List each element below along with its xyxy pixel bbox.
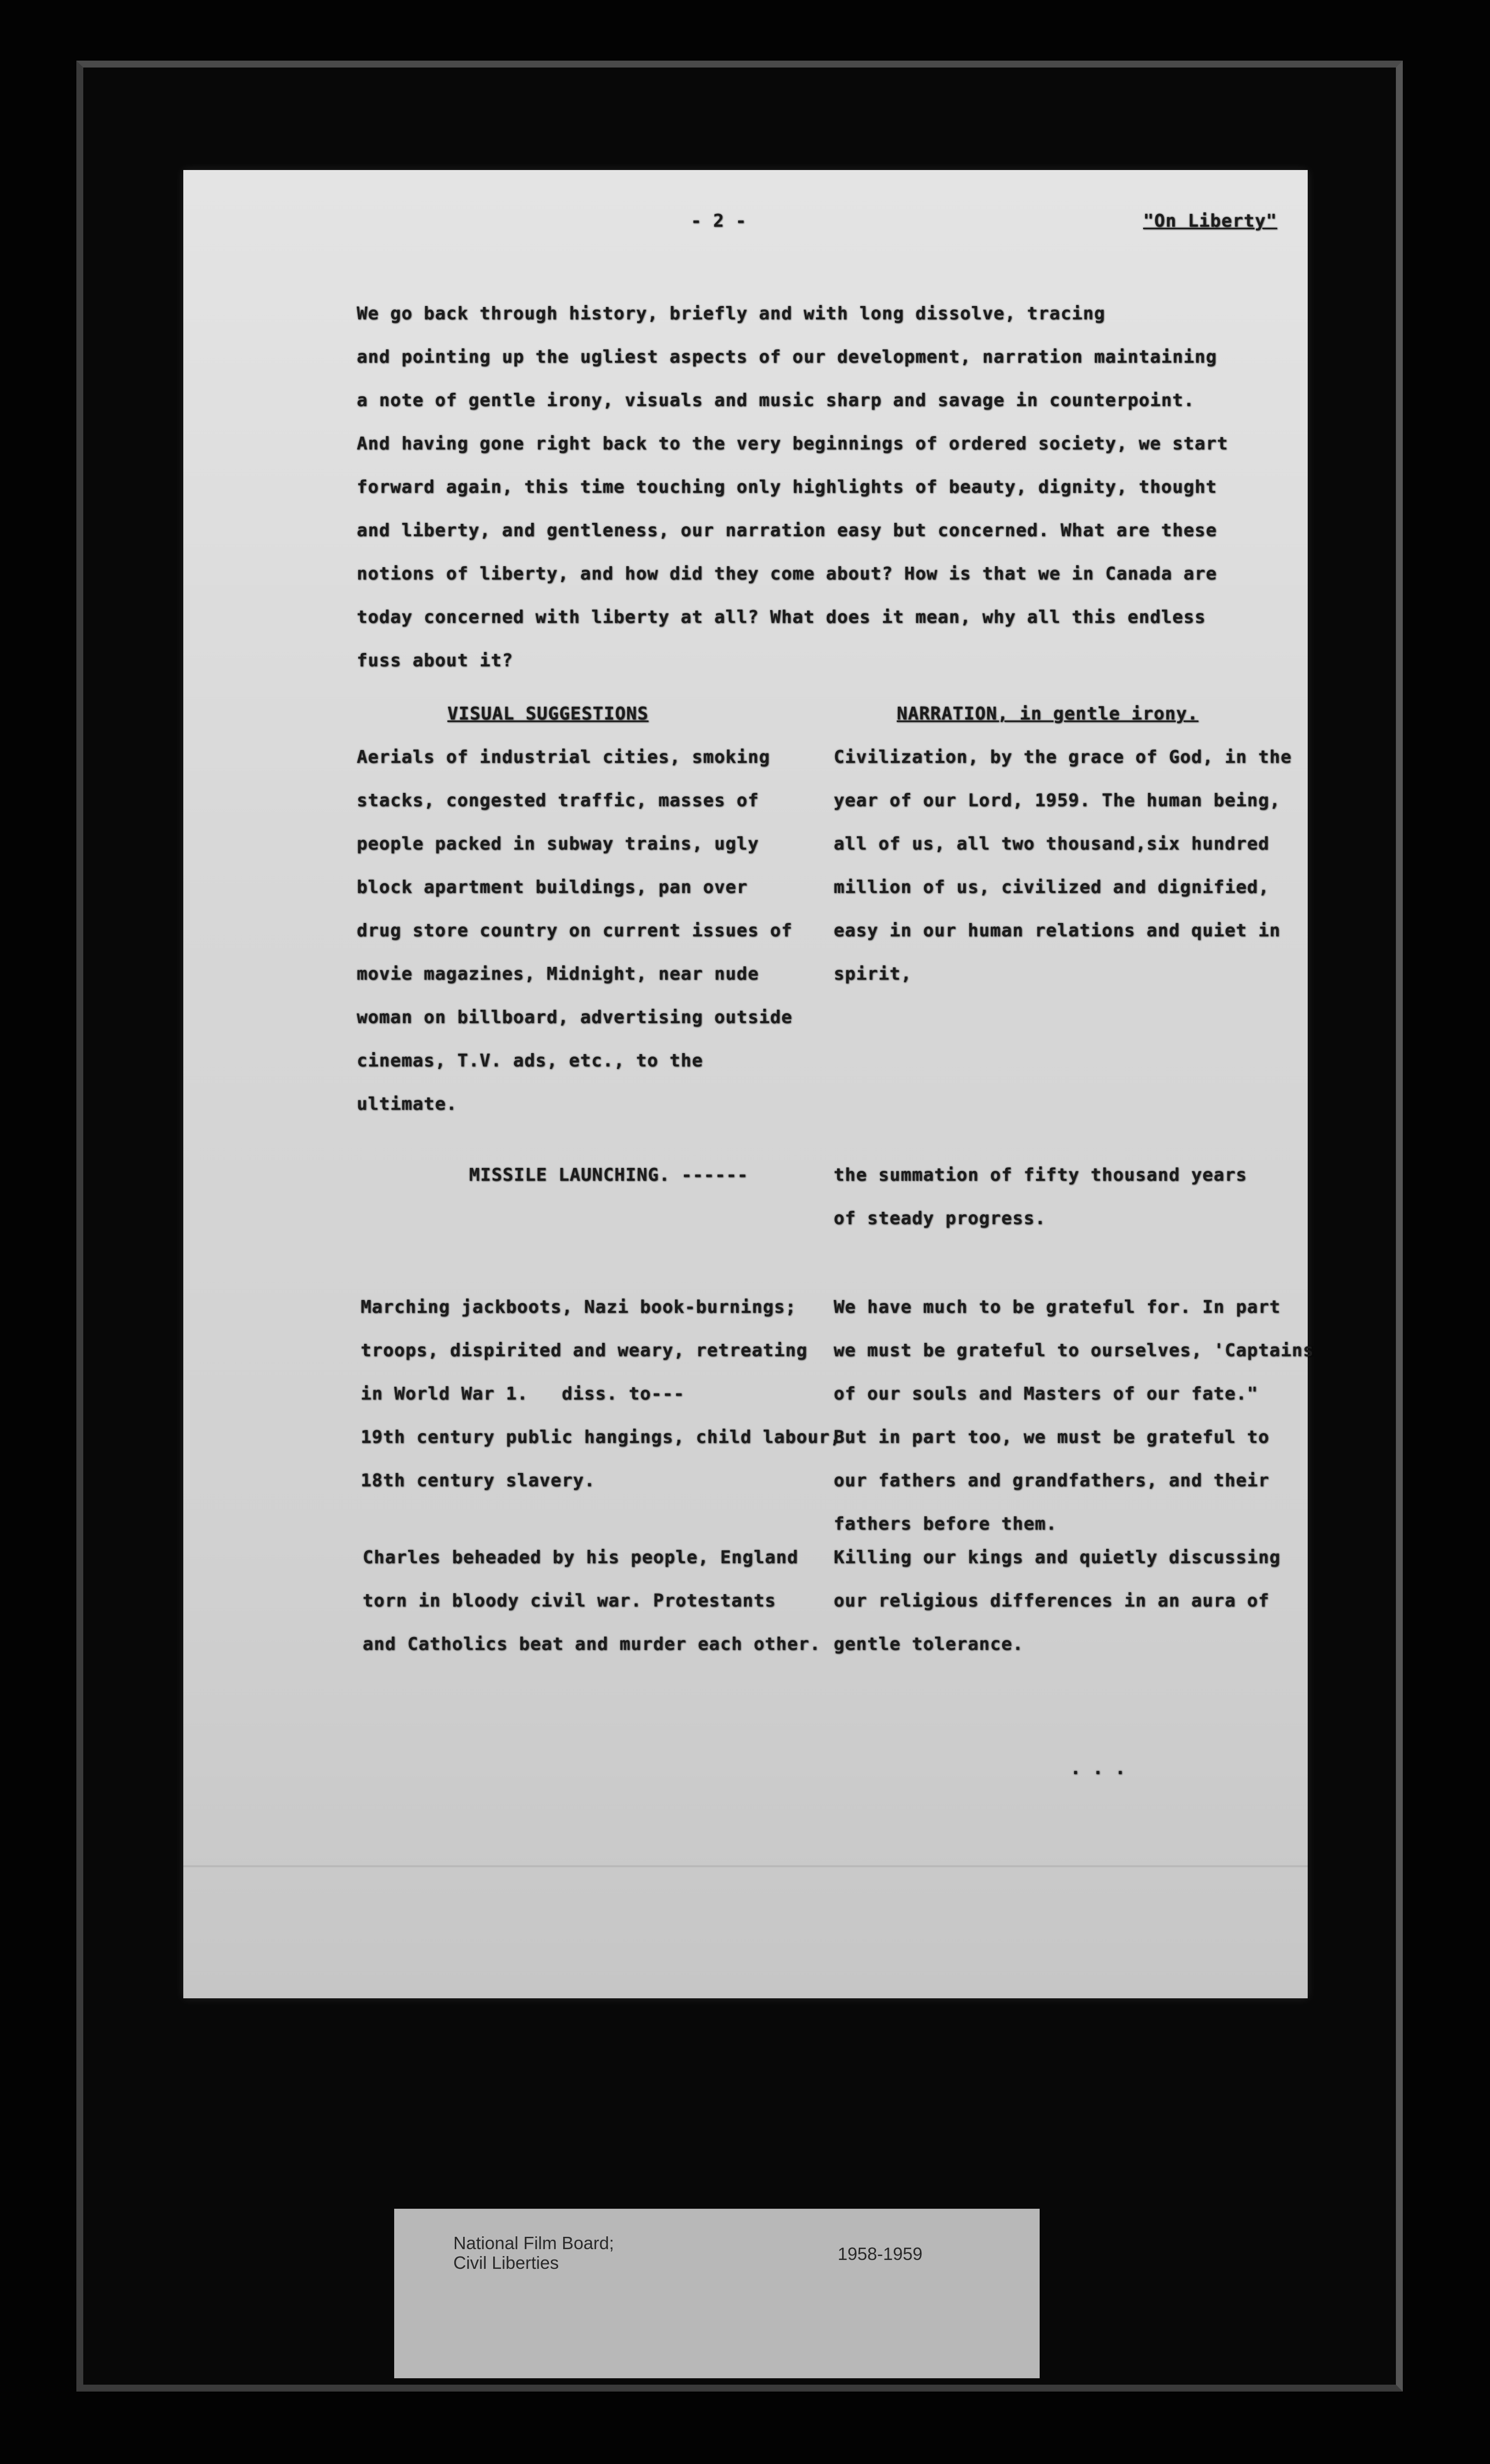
continuation-marker: . . . (1070, 1758, 1126, 1779)
narration-heading: NARRATION, in gentle irony. (897, 704, 1199, 724)
archive-years: 1958-1959 (838, 2244, 923, 2264)
archive-collection: National Film Board; Civil Liberties (453, 2233, 614, 2273)
visual-block-3: Marching jackboots, Nazi book-burnings; troops, dispirited and weary, retreating in World War 1. diss. to--- 19th century public hangings, child labour, 18th century slavery. (361, 1297, 841, 1491)
intro-paragraph: We go back through history, briefly and with long dissolve, tracing and pointing up the ugliest aspects of our development, narration maintaining a note of gentle irony, visuals and music sharp and savage in counterpoint. And having gone right back to the very beginnings of ordered society, we start forward again, this time touching only highlights of beauty, dignity, thought and liberty, and gentleness, our narration easy but concerned. What are these notions of liberty, and how did they come about? How is that we in Canada are today concerned with liberty at all? What does it mean, why all this endless fuss about it? (357, 304, 1228, 671)
archive-label (394, 2209, 1040, 2378)
narration-block-2: the summation of fifty thousand years of steady progress. (834, 1165, 1247, 1229)
narration-block-1: Civilization, by the grace of God, in the year of our Lord, 1959. The human being, all of us, all two thousand,six hundred million of us, civilized and dignified, easy in our human relations and quiet in spirit, (834, 747, 1292, 984)
document-page (183, 170, 1314, 1998)
visual-block-1: Aerials of industrial cities, smoking stacks, congested traffic, masses of people packed in subway trains, ugly block apartment buildings, pan over drug store country on current issues of movie magazines, Midnight, near nude woman on billboard, advertising outside cinemas, T.V. ads, etc., to the ultimate. (357, 747, 793, 1114)
visual-block-4: Charles beheaded by his people, England torn in bloody civil war. Protestants and Catholics beat and murder each other. (363, 1547, 821, 1654)
visual-block-2: MISSILE LAUNCHING. ------ (469, 1165, 748, 1185)
visual-suggestions-heading: VISUAL SUGGESTIONS (447, 704, 649, 724)
running-title: "On Liberty" (1143, 211, 1278, 231)
narration-block-4: Killing our kings and quietly discussing our religious differences in an aura of gentle tolerance. (834, 1547, 1281, 1654)
page-number: - 2 - (691, 211, 747, 231)
narration-block-3: We have much to be grateful for. In part we must be grateful to ourselves, 'Captains of our souls and Masters of our fate." But in part too, we must be grateful to our fathers and grandfathers, and their fathers before them. (834, 1297, 1314, 1534)
